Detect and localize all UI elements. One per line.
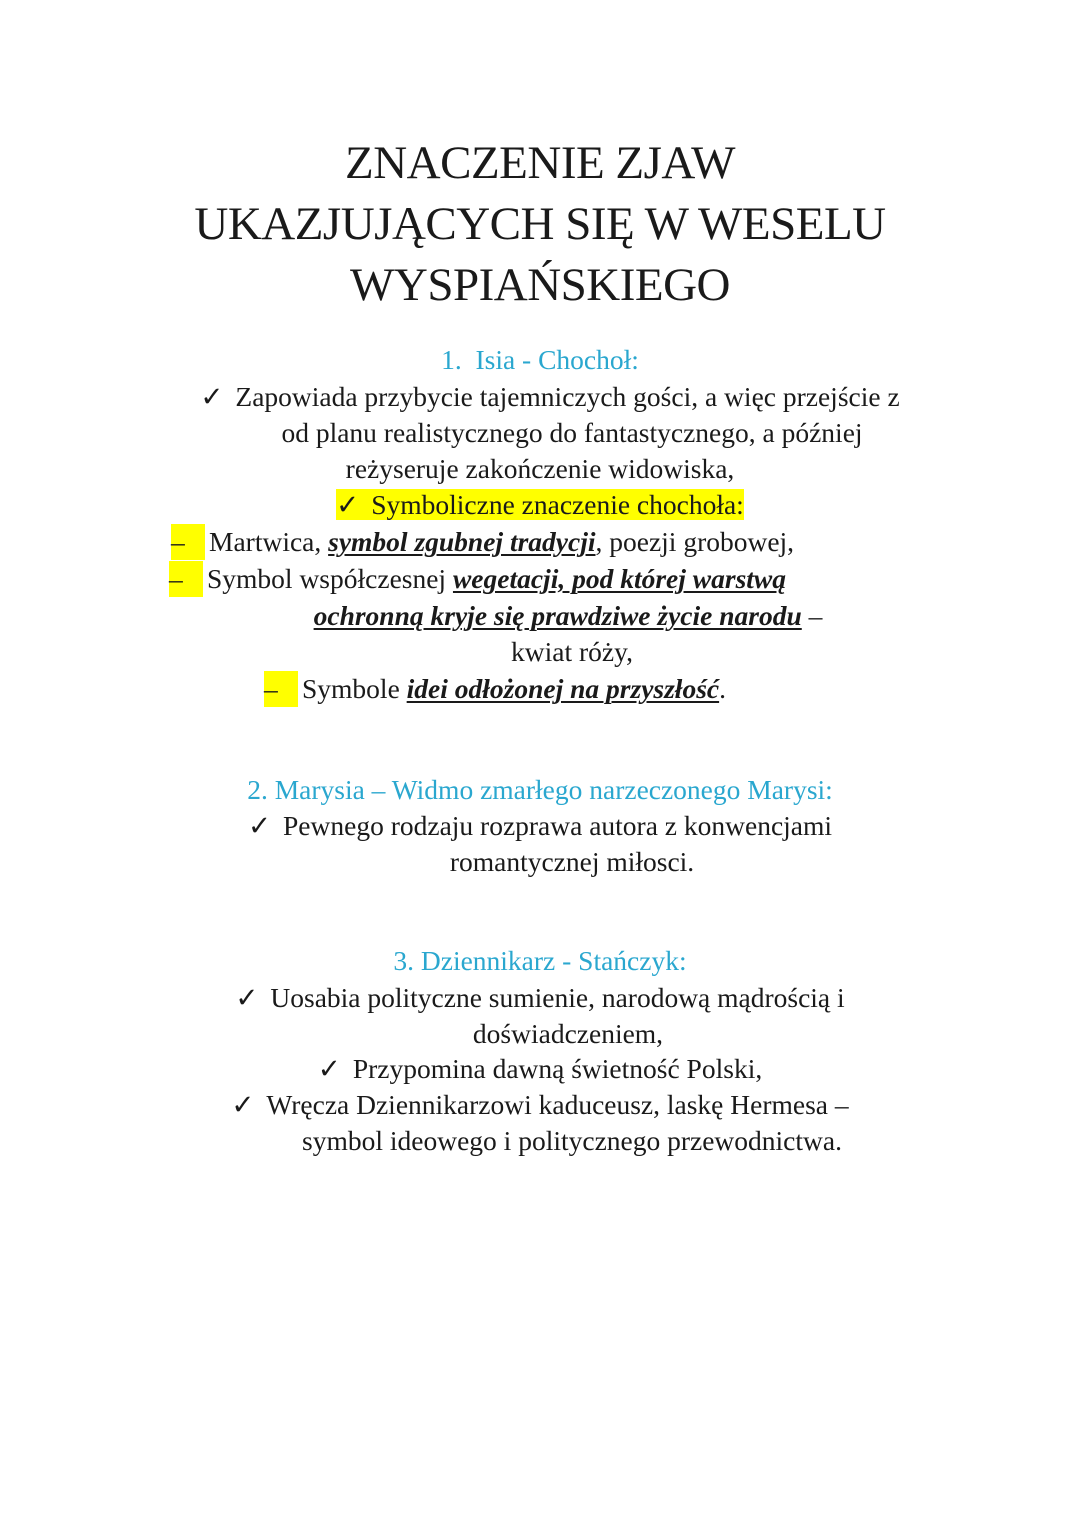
section-1-sub-1: – Martwica, symbol zgubnej tradycji, poezji grobowej, — [171, 524, 1080, 560]
emphasis-text: symbol zgubnej tradycji — [328, 526, 596, 557]
title-line-1: ZNACZENIE ZJAW — [345, 137, 735, 189]
highlighted-text: ✓ Symboliczne znaczenie chochoła: — [336, 489, 744, 520]
checkmark-icon: ✓ — [317, 1053, 341, 1084]
section-1-heading — [0, 342, 1080, 378]
checkmark-icon: ✓ — [336, 489, 360, 520]
section-3-number: 3. — [393, 945, 414, 976]
dash-icon: – — [264, 671, 298, 707]
section-2-heading — [0, 772, 1080, 808]
section-1-sub-2-line-3: kwiat róży, — [511, 636, 633, 667]
section-1-bullet-1-line-3: reżyseruje zakończenie widowiska, — [345, 453, 735, 484]
emphasis-text: idei odłożonej na przyszłość — [406, 673, 720, 704]
dash-icon: – — [169, 561, 203, 597]
section-1-bullet-1-line-2: od planu realistycznego do fantastycznego, a później — [281, 417, 863, 448]
section-1-bullet-2 — [0, 487, 1080, 523]
section-1-title: Isia - Chochoł: — [475, 344, 639, 375]
section-3-bullet-1-line-2: doświadczeniem, — [472, 1018, 664, 1049]
section-3-bullet-1-line-1: ✓ Uosabia polityczne sumienie, narodową mądrością i — [0, 980, 1080, 1016]
dash-icon: – — [171, 524, 205, 560]
emphasis-text: wegetacji, pod której warstwą — [452, 563, 787, 594]
section-1-sub-3: – Symbole idei odłożonej na przyszłość. — [264, 671, 1080, 707]
checkmark-icon: ✓ — [200, 381, 224, 412]
section-3-heading — [0, 943, 1080, 979]
section-3-title: Dziennikarz - Stańczyk: — [420, 945, 687, 976]
section-3-bullet-3-line-1: ✓ Wręcza Dziennikarzowi kaduceusz, laskę Hermesa – — [0, 1087, 1080, 1123]
section-1-bullet-1-line-1: ✓ Zapowiada przybycie tajemniczych gości, a więc przejście z — [10, 379, 1080, 415]
emphasis-text: ochronną kryje się prawdziwe życie narodu — [313, 600, 802, 631]
title-line-3: WYSPIAŃSKIEGO — [350, 259, 730, 311]
section-1-number: 1. — [441, 344, 462, 375]
page-title — [0, 133, 1080, 316]
section-1-sub-2-line-1: – Symbol współczesnej wegetacji, pod której warstwą — [169, 561, 1080, 597]
checkmark-icon: ✓ — [231, 1089, 255, 1120]
section-3-bullet-2: ✓ Przypomina dawną świetność Polski, — [0, 1051, 1080, 1087]
section-2-number: 2. — [247, 774, 268, 805]
section-3-bullet-3-line-2: symbol ideowego i politycznego przewodnictwa. — [302, 1125, 842, 1156]
section-2-bullet-1-line-1: ✓ Pewnego rodzaju rozprawa autora z konwencjami — [0, 808, 1080, 844]
checkmark-icon: ✓ — [247, 810, 272, 841]
section-2-bullet-1-line-2: romantycznej miłosci. — [449, 846, 695, 877]
section-1-sub-2-line-2: ochronną kryje się prawdziwe życie narodu – — [313, 600, 823, 631]
section-2-title: Marysia – Widmo zmarłego narzeczonego Marysi: — [274, 774, 833, 805]
checkmark-icon: ✓ — [235, 982, 259, 1013]
title-line-2: UKAZJUJĄCYCH SIĘ W WESELU — [194, 198, 886, 250]
